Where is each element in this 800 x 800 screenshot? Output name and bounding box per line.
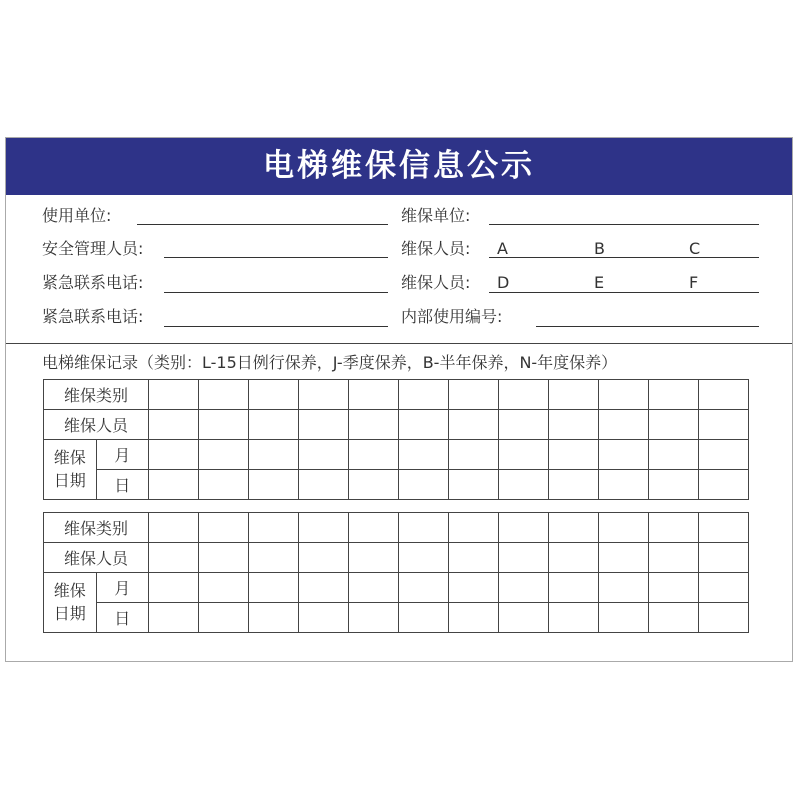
record-cell[interactable] [399,513,449,543]
record-cell[interactable] [149,573,199,603]
record-cell[interactable] [299,380,349,410]
maintenance-staff-field-2[interactable] [489,292,759,293]
record-cell[interactable] [199,513,249,543]
record-cell[interactable] [649,573,699,603]
table-row [44,380,749,410]
record-cell[interactable] [549,543,599,573]
date-label-line1: 维保 [53,448,86,468]
record-cell[interactable] [199,470,249,500]
record-cell[interactable] [199,410,249,440]
staff-label: 维保人员 [44,543,149,573]
table-row [44,573,749,603]
record-cell[interactable] [199,543,249,573]
record-cell[interactable] [599,543,649,573]
record-cell[interactable] [399,470,449,500]
record-cell[interactable] [699,513,749,543]
record-cell[interactable] [299,573,349,603]
record-cell[interactable] [449,470,499,500]
record-cell[interactable] [249,543,299,573]
staff-option-b: B [594,239,605,258]
record-cell[interactable] [349,513,399,543]
use-unit-label: 使用单位: [42,206,112,225]
record-cell[interactable] [449,410,499,440]
staff-option-d: D [497,273,510,292]
record-cell[interactable] [599,513,649,543]
record-cell[interactable] [599,470,649,500]
record-cell[interactable] [149,513,199,543]
record-cell[interactable] [649,603,699,633]
record-cell[interactable] [699,440,749,470]
record-cell[interactable] [149,440,199,470]
record-cell[interactable] [699,470,749,500]
record-cell[interactable] [199,573,249,603]
record-cell[interactable] [399,603,449,633]
maintenance-staff-label-1: 维保人员: [401,239,471,258]
record-cell[interactable] [149,543,199,573]
record-title: 电梯维保记录（类别：L-15日例行保养，J-季度保养，B-半年保养，N-年度保养） [42,353,618,372]
record-cell[interactable] [349,603,399,633]
staff-option-c: C [689,239,701,258]
staff-option-f: F [689,273,699,292]
emergency-phone-field-1[interactable] [164,292,388,293]
record-cell[interactable] [699,603,749,633]
record-cell[interactable] [299,410,349,440]
record-cell[interactable] [299,470,349,500]
safety-manager-field[interactable] [164,257,388,258]
table-row [44,440,749,470]
record-cell[interactable] [449,603,499,633]
record-cell[interactable] [649,410,699,440]
record-cell[interactable] [649,440,699,470]
record-cell[interactable] [649,380,699,410]
record-cell[interactable] [449,380,499,410]
table-row [44,543,749,573]
record-cell[interactable] [649,543,699,573]
record-cell[interactable] [499,543,549,573]
record-cell[interactable] [549,513,599,543]
record-cell[interactable] [299,603,349,633]
record-cell[interactable] [499,380,549,410]
record-cell[interactable] [599,573,649,603]
record-cell[interactable] [599,440,649,470]
date-label-line2: 日期 [53,470,86,490]
record-cell[interactable] [499,410,549,440]
internal-number-label: 内部使用编号: [401,307,503,326]
record-cell[interactable] [199,380,249,410]
record-cell[interactable] [199,603,249,633]
day-label: 日 [96,470,149,500]
record-cell[interactable] [699,380,749,410]
record-cell[interactable] [649,513,699,543]
maintenance-record-table-1 [43,379,749,500]
record-cell[interactable] [699,573,749,603]
date-label [44,440,97,500]
record-cell[interactable] [499,573,549,603]
record-cell[interactable] [549,573,599,603]
record-cell[interactable] [399,440,449,470]
record-cell[interactable] [349,470,399,500]
record-cell[interactable] [249,603,299,633]
record-cell[interactable] [249,470,299,500]
record-cell[interactable] [649,470,699,500]
date-label-line1: 维保 [53,581,86,601]
record-cell[interactable] [499,470,549,500]
record-cell[interactable] [399,543,449,573]
maintenance-unit-field[interactable] [489,224,759,225]
type-label: 维保类别 [44,380,149,410]
table-row [44,470,749,500]
record-cell[interactable] [599,603,649,633]
month-label: 月 [96,440,149,470]
record-cell[interactable] [199,440,249,470]
record-cell[interactable] [449,543,499,573]
record-cell[interactable] [249,440,299,470]
staff-option-a: A [497,239,508,258]
month-label: 月 [96,573,149,603]
section-divider [6,343,792,344]
record-cell[interactable] [249,513,299,543]
emergency-phone-label-1: 紧急联系电话: [42,273,144,292]
staff-option-e: E [594,273,605,292]
maintenance-unit-label: 维保单位: [401,206,471,225]
record-cell[interactable] [449,440,499,470]
maintenance-staff-field-1[interactable] [489,257,759,258]
maintenance-staff-label-2: 维保人员: [401,273,471,292]
date-label-line2: 日期 [53,603,86,623]
record-cell[interactable] [349,440,399,470]
emergency-phone-field-2[interactable] [164,326,388,327]
record-cell[interactable] [499,603,549,633]
record-cell[interactable] [149,470,199,500]
emergency-phone-label-2: 紧急联系电话: [42,307,144,326]
page-title: 电梯维保信息公示 [6,138,792,195]
record-cell[interactable] [699,410,749,440]
maintenance-record-table-2 [43,512,749,633]
record-cell[interactable] [399,410,449,440]
record-cell[interactable] [149,410,199,440]
record-cell[interactable] [249,410,299,440]
record-cell[interactable] [549,440,599,470]
record-cell[interactable] [249,573,299,603]
internal-number-field[interactable] [536,326,759,327]
record-cell[interactable] [349,380,399,410]
table-row [44,513,749,543]
record-cell[interactable] [399,573,449,603]
record-cell[interactable] [549,603,599,633]
record-cell[interactable] [349,410,399,440]
date-label [44,573,97,633]
record-cell[interactable] [599,410,649,440]
record-cell[interactable] [149,603,199,633]
maintenance-notice-card [5,137,793,662]
record-cell[interactable] [249,380,299,410]
record-cell[interactable] [299,440,349,470]
record-cell[interactable] [549,380,599,410]
record-cell[interactable] [699,543,749,573]
record-cell[interactable] [449,573,499,603]
table-row [44,410,749,440]
record-cell[interactable] [149,380,199,410]
record-cell[interactable] [299,543,349,573]
table-row [44,603,749,633]
day-label: 日 [96,603,149,633]
record-cell[interactable] [349,543,399,573]
safety-manager-label: 安全管理人员: [42,239,144,258]
record-cell[interactable] [449,513,499,543]
record-cell[interactable] [499,513,549,543]
record-cell[interactable] [549,470,599,500]
type-label: 维保类别 [44,513,149,543]
staff-label: 维保人员 [44,410,149,440]
record-cell[interactable] [349,573,399,603]
record-cell[interactable] [549,410,599,440]
record-cell[interactable] [399,380,449,410]
record-cell[interactable] [299,513,349,543]
record-cell[interactable] [499,440,549,470]
use-unit-field[interactable] [137,224,388,225]
record-cell[interactable] [599,380,649,410]
